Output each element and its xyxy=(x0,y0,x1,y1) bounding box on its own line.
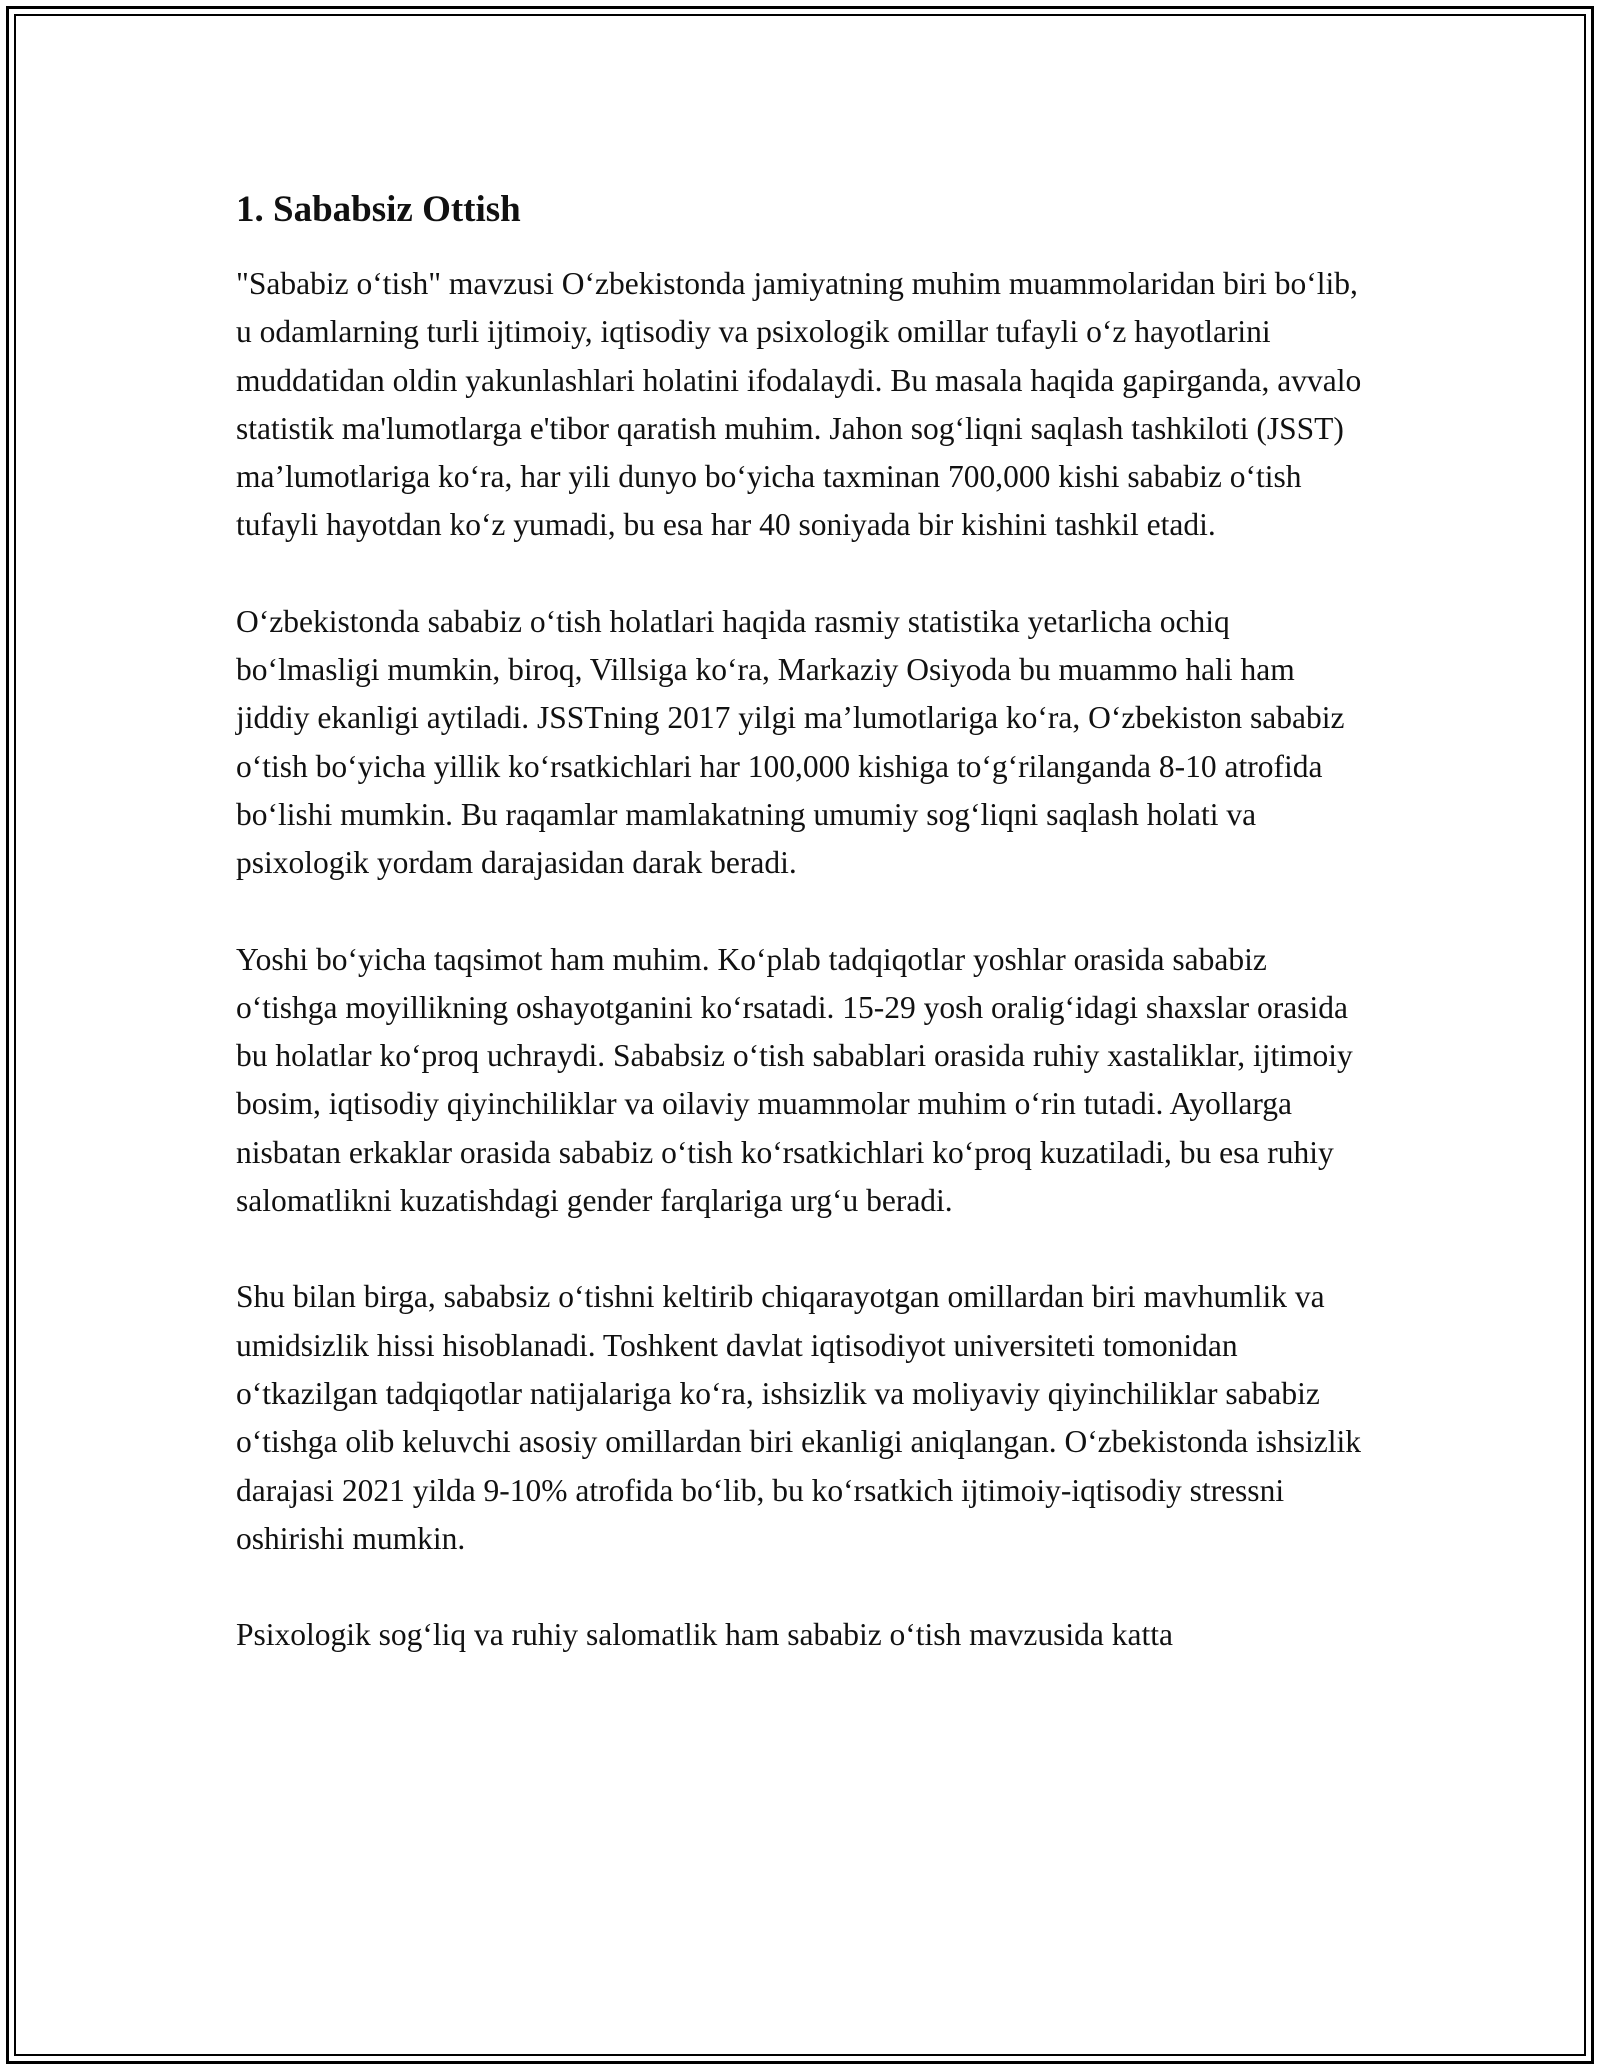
paragraph-1: "Sababiz o‘tish" mavzusi O‘zbekistonda jamiyatning muhim muammolaridan biri bo‘lib, u odamlarning turli ijtimoiy, iqtisodiy va psixologik omillar tufayli o‘z hayotlarini muddatidan oldin yakunlashlari holatini ifodalaydi. Bu masala haqida gapirganda, avvalo statistik ma'lumotlarga e'tibor qaratish muhim. Jahon sog‘liqni saqlash tashkiloti (JSST) ma’lumotlariga ko‘ra, har yili dunyo bo‘yicha taxminan 700,000 kishi sababiz o‘tish tufayli hayotdan ko‘z yumadi, bu esa har 40 soniyada bir kishini tashkil etadi. xyxy=(236,266,1362,543)
paragraph-5: Psixologik sog‘liq va ruhiy salomatlik ham sababiz o‘tish mavzusida katta xyxy=(236,1617,1173,1653)
document-body xyxy=(236,186,1376,1707)
paragraph-4: Shu bilan birga, sababsiz o‘tishni keltirib chiqarayotgan omillardan biri mavhumlik va umidsizlik hissi hisoblanadi. Toshkent davlat iqtisodiyot universiteti tomonidan o‘tkazilgan tadqiqotlar natijalariga ko‘ra, ishsizlik va moliyaviy qiyinchiliklar sababiz o‘tishga olib keluvchi asosiy omillardan biri ekanligi aniqlangan. O‘zbekistonda ishsizlik darajasi 2021 yilda 9-10% atrofida bo‘lib, bu ko‘rsatkich ijtimoiy-iqtisodiy stressni oshirishi mumkin. xyxy=(236,1279,1362,1556)
paragraph-3: Yoshi bo‘yicha taqsimot ham muhim. Ko‘plab tadqiqotlar yoshlar orasida sababiz o‘tishga moyillikning oshayotganini ko‘rsatadi. 15-29 yosh oralig‘idagi shaxslar orasida bu holatlar ko‘proq uchraydi. Sababsiz o‘tish sabablari orasida ruhiy xastaliklar, ijtimoiy bosim, iqtisodiy qiyinchiliklar va oilaviy muammolar muhim o‘rin tutadi. Ayollarga nisbatan erkaklar orasida sababiz o‘tish ko‘rsatkichlari ko‘proq kuzatiladi, bu esa ruhiy salomatlikni kuzatishdagi gender farqlariga urg‘u beradi. xyxy=(236,941,1353,1219)
section-heading: 1. Sababsiz Ottish xyxy=(236,189,521,230)
paragraph-2: O‘zbekistonda sababiz o‘tish holatlari haqida rasmiy statistika yetarlicha ochiq bo‘lmasligi mumkin, biroq, Villsiga ko‘ra, Markaziy Osiyoda bu muammo hali ham jiddiy ekanligi aytiladi. JSSTning 2017 yilgi ma’lumotlariga ko‘ra, O‘zbekiston sababiz o‘tish bo‘yicha yillik ko‘rsatkichlari har 100,000 kishiga to‘g‘rilanganda 8-10 atrofida bo‘lishi mumkin. Bu raqamlar mamlakatning umumiy sog‘liqni saqlash holati va psixologik yordam darajasidan darak beradi. xyxy=(236,603,1345,881)
